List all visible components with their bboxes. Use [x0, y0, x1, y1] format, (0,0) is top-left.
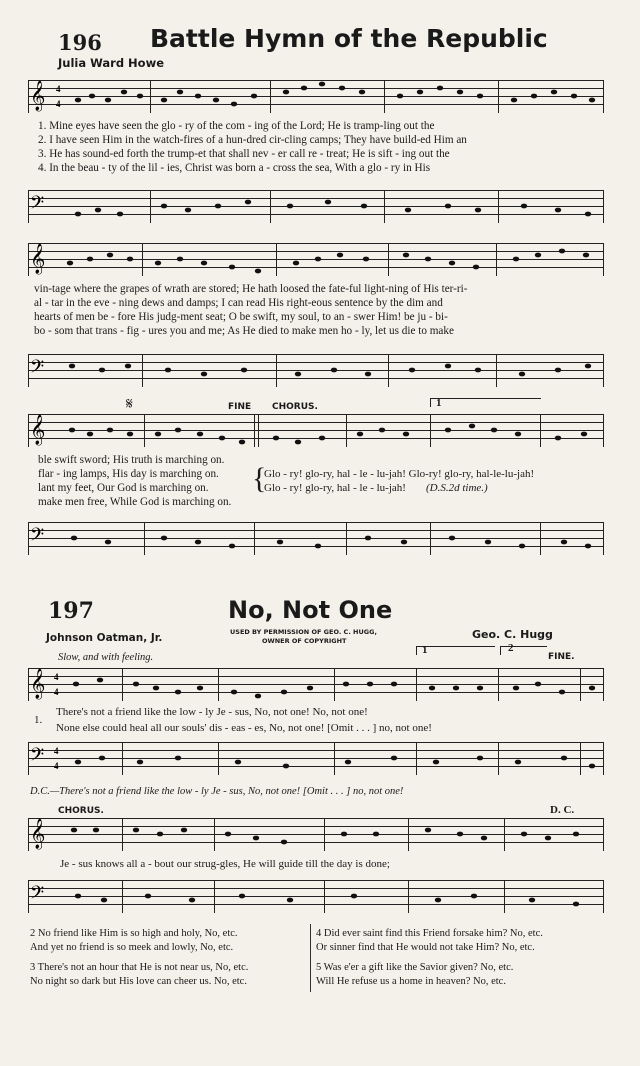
verse-line-1: There's not a friend like the low - ly Je - sus, No, not one! No, not one!	[56, 706, 368, 718]
bass-staff	[28, 880, 604, 912]
verse-5-line-a: 5 Was e'er a gift like the Savior given? No, etc.	[316, 962, 514, 973]
ds-instruction: (D.S.2d time.)	[426, 482, 488, 494]
bass-staff	[28, 742, 604, 774]
chorus-brace: {	[252, 462, 267, 495]
verse-4-line-1: 4. In the beau - ty of the lil - ies, Christ was born a - cross the sea, With a glo - ry in His	[38, 162, 431, 174]
notes	[28, 668, 604, 700]
verse-line-2: None else could heal all our souls' dis - eas - es, No, not one! [Omit . . . ] no, not one!	[56, 722, 432, 734]
chorus-line-2: Glo - ry! glo-ry, hal - le - lu-jah!	[264, 482, 406, 494]
verse-3-line-2: hearts of men be - fore His judg-ment seat; O be swift, my soul, to an - swer Him! be ju - bi-	[34, 311, 448, 323]
first-ending-number: 1	[436, 397, 442, 409]
copyright-owner: OWNER OF COPYRIGHT	[262, 637, 347, 645]
notes	[28, 414, 604, 446]
svg-text:𝄢: 𝄢	[30, 357, 45, 382]
verse-3-line-a: 3 There's not an hour that He is not near us, No, etc.	[30, 962, 249, 973]
svg-text:4: 4	[54, 746, 59, 756]
svg-text:𝄞: 𝄞	[30, 819, 46, 849]
treble-staff	[28, 818, 604, 850]
fine-mark: FINE.	[548, 652, 575, 662]
verse-4-line-a: 4 Did ever saint find this Friend forsake him? No, etc.	[316, 928, 543, 939]
composer: Geo. C. Hugg	[472, 628, 553, 641]
treble-staff	[28, 414, 604, 446]
bass-staff	[28, 190, 604, 222]
svg-text:𝄢: 𝄢	[30, 193, 45, 218]
notes	[28, 190, 604, 222]
svg-text:4: 4	[54, 687, 59, 697]
verse-1-line-2: vin-tage where the grapes of wrath are stored; He hath loosed the fate-ful light-ning of His ter-ri-	[34, 283, 468, 295]
fine-mark: FINE	[228, 402, 252, 412]
verse-2-line-2: al - tar in the eve - ning dews and damps; I can read His right-eous sentence by the dim and	[34, 297, 443, 309]
verse-5-line-b: Will He refuse us a home in heaven? No, etc.	[316, 976, 506, 987]
svg-text:4: 4	[56, 99, 61, 109]
svg-text:4: 4	[56, 84, 61, 94]
verse-2-line-1: 2. I have seen Him in the watch-fires of a hun-dred cir-cling camps; They have build-ed Him an	[38, 134, 467, 146]
hymn-number: 196	[58, 30, 102, 55]
verse-2-line-a: 2 No friend like Him is so high and holy, No, etc.	[30, 928, 238, 939]
segno-icon: 𝄋	[126, 396, 133, 413]
notes	[28, 818, 604, 850]
chorus-label: CHORUS.	[272, 402, 318, 412]
hymn-number: 197	[48, 598, 94, 624]
notes	[28, 80, 604, 112]
verse-4-line-b: Or sinner find that He would not take Him? No, etc.	[316, 942, 535, 953]
verse-1-line-3: ble swift sword; His truth is marching on.	[38, 454, 225, 466]
first-ending-number: 1	[422, 644, 428, 656]
verse-4-line-3: make men free, While God is marching on.	[38, 496, 232, 508]
svg-text:𝄞: 𝄞	[30, 81, 46, 111]
svg-text:𝄞: 𝄞	[30, 669, 46, 699]
verse-1-line-1: 1. Mine eyes have seen the glo - ry of the com - ing of the Lord; He is tramp-ling out the	[38, 120, 435, 132]
dc-line: D.C.—There's not a friend like the low - ly Je - sus, No, not one! [Omit . . . ] no, not one!	[30, 786, 404, 797]
verse-4-line-2: bo - som that trans - fig - ures you and me; As He died to make men ho - ly, let us die to make	[34, 325, 454, 337]
hymn-title: Battle Hymn of the Republic	[150, 24, 548, 53]
chorus-line-1: Glo - ry! glo-ry, hal - le - lu-jah! Glo-ry! glo-ry, hal-le-lu-jah!	[264, 468, 535, 480]
author: Julia Ward Howe	[58, 56, 165, 70]
verse-3-line-3: lant my feet, Our God is marching on.	[38, 482, 209, 494]
svg-text:𝄢: 𝄢	[30, 745, 45, 770]
author: Johnson Oatman, Jr.	[46, 632, 163, 644]
tempo-marking: Slow, and with feeling.	[58, 652, 154, 663]
verse-3-line-b: No night so dark but His love can cheer us. No, etc.	[30, 976, 247, 987]
treble-staff	[28, 668, 604, 700]
bass-staff	[28, 354, 604, 386]
treble-staff	[28, 80, 604, 112]
dc-mark: D. C.	[550, 804, 575, 816]
svg-text:𝄞: 𝄞	[30, 415, 46, 445]
treble-staff	[28, 243, 604, 275]
second-ending-number: 2	[508, 642, 514, 654]
bass-staff	[28, 522, 604, 554]
permission-notice: USED BY PERMISSION OF GEO. C. HUGG,	[230, 628, 377, 636]
svg-text:𝄢: 𝄢	[30, 883, 45, 908]
notes	[28, 742, 604, 774]
first-ending-bracket	[430, 398, 541, 407]
chorus-label: CHORUS.	[58, 806, 104, 816]
svg-text:4: 4	[54, 672, 59, 682]
chorus-line: Je - sus knows all a - bout our strug-gles, He will guide till the day is done;	[60, 858, 390, 870]
notes	[28, 354, 604, 386]
notes	[28, 243, 604, 275]
verse-2-line-3: flar - ing lamps, His day is marching on.	[38, 468, 219, 480]
notes	[28, 880, 604, 912]
verse-3-line-1: 3. He has sound-ed forth the trump-et that shall nev - er call re - treat; He is sift - ing out the	[38, 148, 450, 160]
verse-number: 1.	[34, 714, 43, 726]
hymn-title: No, Not One	[228, 596, 393, 624]
first-ending-bracket	[416, 646, 495, 655]
verse-2-line-b: And yet no friend is so meek and lowly, No, etc.	[30, 942, 234, 953]
svg-text:4: 4	[54, 761, 59, 771]
svg-text:𝄢: 𝄢	[30, 525, 45, 550]
verse-divider	[310, 924, 311, 992]
notes	[28, 522, 604, 554]
svg-text:𝄞: 𝄞	[30, 244, 46, 274]
